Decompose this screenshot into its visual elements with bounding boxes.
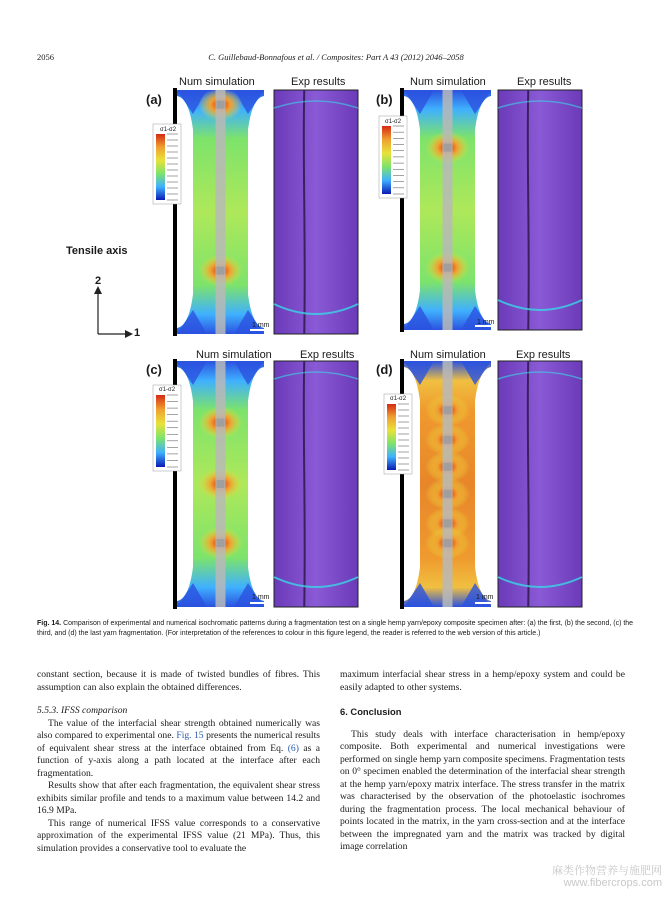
exp-yarn-c bbox=[304, 361, 305, 607]
col-label-sim-a: Num simulation bbox=[179, 76, 255, 88]
exp-yarn-d bbox=[528, 361, 529, 607]
left-para-2: The value of the interfacial shear strength obtained numerically was also compared to experimental one. Fig. 15 presents the numerical results of equivalent shear stress at the interface obtained from Eq. (6) as a function of y-axis along a path located at the interface after each fragmentation. bbox=[37, 717, 320, 779]
col-label-exp-c: Exp results bbox=[300, 349, 355, 361]
axis-2-label: 2 bbox=[95, 275, 102, 287]
panel-a bbox=[153, 88, 358, 336]
fig-15-link[interactable]: Fig. 15 bbox=[176, 730, 204, 741]
panel-b bbox=[379, 88, 582, 332]
exp-image-a bbox=[274, 90, 358, 334]
left-para-4: This range of numerical IFSS value corresponds to a conservative approximation of the experimental IFSS value (21 MPa). Thus, this simulation provides a conservative tool to evaluate the bbox=[37, 817, 320, 854]
exp-yarn-b bbox=[528, 90, 529, 330]
legend-title-b: σ1-σ2 bbox=[385, 119, 402, 125]
yarn-b bbox=[443, 90, 453, 330]
legend-colorbar-a bbox=[156, 134, 165, 200]
legend-colorbar-b bbox=[382, 126, 391, 194]
tensile-axis-arrows bbox=[94, 286, 133, 338]
yarn-d bbox=[443, 361, 453, 607]
panel-c bbox=[153, 359, 358, 609]
exp-image-c bbox=[274, 361, 358, 607]
watermark-line-1: 麻类作物营养与施肥网 bbox=[552, 865, 662, 877]
panel-letter-c: (c) bbox=[146, 362, 162, 377]
left-para-1: constant section, because it is made of twisted bundles of fibres. This assumption can also explain the obtained differences. bbox=[37, 669, 320, 693]
right-column bbox=[340, 669, 625, 854]
panel-letter-d: (d) bbox=[376, 362, 393, 377]
figure-caption bbox=[37, 619, 635, 639]
tensile-axis-label: Tensile axis bbox=[66, 245, 128, 257]
left-para-3: Results show that after each fragmentation, the equivalent shear stress exhibits similar profile and tends to a maximum value between 14.2 and 16.9 MPa. bbox=[37, 780, 320, 816]
yarn-a bbox=[216, 90, 226, 334]
col-label-exp-a: Exp results bbox=[291, 76, 346, 88]
legend-title-a: σ1-σ2 bbox=[160, 127, 177, 133]
scale-label-d: 1 mm bbox=[476, 594, 494, 601]
exp-image-b bbox=[498, 90, 582, 330]
col-label-sim-b: Num simulation bbox=[410, 76, 486, 88]
yarn-c bbox=[216, 361, 226, 607]
col-label-sim-d: Num simulation bbox=[410, 349, 486, 361]
scale-label-a: 1 mm bbox=[252, 322, 270, 329]
col-label-exp-b: Exp results bbox=[517, 76, 572, 88]
scale-label-b: 1 mm bbox=[477, 319, 495, 326]
col-label-exp-d: Exp results bbox=[516, 349, 571, 361]
running-title: C. Guillebaud-Bonnafous et al. / Composites: Part A 43 (2012) 2046–2058 bbox=[208, 52, 464, 62]
legend-title-c: σ1-σ2 bbox=[159, 387, 176, 393]
left-column bbox=[37, 669, 320, 855]
watermark-line-2: www.fibercrops.com bbox=[563, 877, 662, 889]
legend-title-d: σ1-σ2 bbox=[390, 396, 407, 402]
legend-colorbar-d bbox=[387, 404, 396, 470]
section-heading-conclusion: 6. Conclusion bbox=[340, 706, 402, 717]
col-label-sim-c: Num simulation bbox=[196, 349, 272, 361]
eq-6-link[interactable]: (6) bbox=[287, 742, 299, 754]
panel-d bbox=[384, 359, 582, 609]
panel-letter-b: (b) bbox=[376, 92, 393, 107]
right-para-1: maximum interfacial shear stress in a hemp/epoxy system and could be easily adapted to other systems. bbox=[340, 669, 625, 693]
legend-colorbar-c bbox=[156, 395, 165, 467]
caption-label: Fig. 14. bbox=[37, 620, 62, 627]
section-heading-553: 5.5.3. IFSS comparison bbox=[37, 705, 128, 716]
exp-yarn-a bbox=[304, 90, 305, 334]
exp-image-d bbox=[498, 361, 582, 607]
axis-1-label: 1 bbox=[134, 327, 141, 339]
panel-letter-a: (a) bbox=[146, 92, 162, 107]
caption-text: Comparison of experimental and numerical isochromatic patterns during a fragmentation test on a single hemp yarn/epoxy composite specimen after: (a) the first, (b) the second, (c) the third, and (d) the last yarn fragmentation. (For interpretation of the references to colour in this figure legend, the reader is referred to the web version of this article.) bbox=[37, 620, 634, 637]
scale-label-c: 1 mm bbox=[252, 594, 270, 601]
right-para-2: This study deals with interface characterisation in hemp/epoxy composite. Both experimental and numerical investigations were performed on single hemp yarn composite specimens. Fragmentation tests on 0° specimen enabled the determination of the interfacial shear strength at the hemp yarn/epoxy matrix interface. The stress transfer in the matrix was characterised by the observation of the photoelastic isochromes during the fragmentation process. The local mechanical behaviour of points located in the matrix, in the yarn cross-section and at the interface between the impregnated yarn and the matrix was tracked by digital image correlation bbox=[340, 728, 625, 852]
page-number: 2056 bbox=[37, 52, 54, 62]
